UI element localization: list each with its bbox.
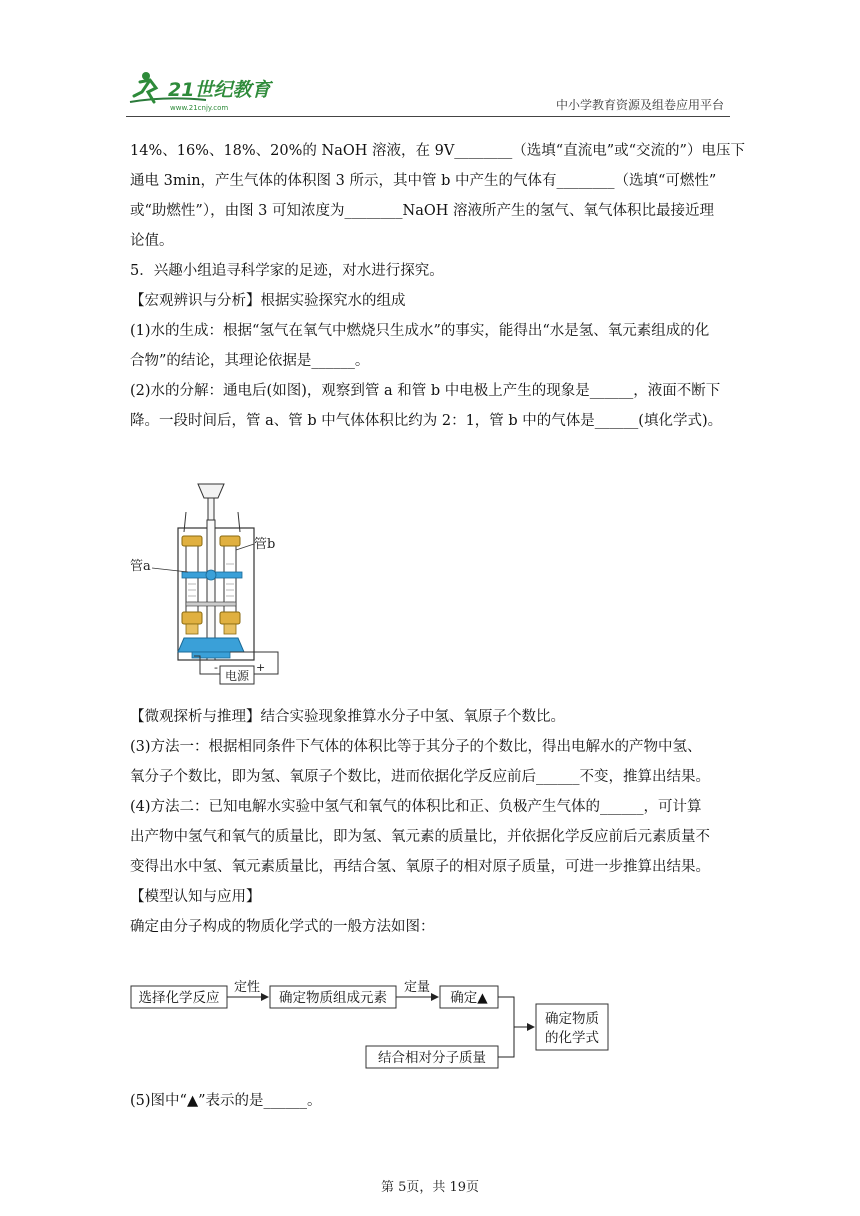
flow-box-relative-mass-text: 结合相对分子质量 <box>378 1050 486 1066</box>
paragraph-line: 降。一段时间后，管 a、管 b 中气体体积比约为 2：1，管 b 中的气体是______(填化学式)。 <box>130 413 723 429</box>
paragraph-line: (1)水的生成：根据“氢气在氧气中燃烧只生成水”的事实，能得出“水是氢、氧元素组成的化 <box>130 323 710 339</box>
logo-21cnjy <box>126 66 288 114</box>
flow-box-formula-line2: 的化学式 <box>545 1030 599 1046</box>
paragraph-line: 合物”的结论，其理论依据是______。 <box>130 353 370 369</box>
section-heading-macro: 【宏观辨识与分析】根据实验探究水的组成 <box>130 293 406 309</box>
plus-label: + <box>256 661 266 674</box>
flow-arrow-qualitative-label: 定性 <box>233 980 261 995</box>
flow-box-formula-line1: 确定物质 <box>545 1011 599 1027</box>
tube-a-label: 管a <box>130 559 151 574</box>
header-platform-text: 中小学教育资源及组卷应用平台 <box>555 98 724 112</box>
logo-text: 21世纪教育 <box>168 79 271 101</box>
logo-url: www.21cnjy.com <box>170 104 229 112</box>
section-heading-micro: 【微观探析与推理】结合实验现象推算水分子中氢、氧原子个数比。 <box>130 709 565 725</box>
paragraph-line: 出产物中氢气和氧气的质量比，即为氢、氧元素的质量比，并依据化学反应前后元素质量不 <box>130 829 710 845</box>
paragraph-line: 通电 3min，产生气体的体积图 3 所示，其中管 b 中产生的气体有________（选填“可燃性” <box>130 173 717 189</box>
flow-arrow-quantitative-label: 定量 <box>403 980 431 995</box>
paragraph-line: 确定由分子构成的物质化学式的一般方法如图： <box>130 919 435 935</box>
flow-box-determine-triangle-text: 确定▲ <box>450 990 488 1006</box>
section-heading-model: 【模型认知与应用】 <box>130 889 261 905</box>
question-5-part-5: (5)图中“▲”表示的是______。 <box>130 1093 322 1109</box>
tube-b-label: 管b <box>254 537 276 552</box>
text-body-2 <box>130 704 730 940</box>
power-supply-label: 电源 <box>224 669 250 683</box>
flow-box-select-reaction-text: 选择化学反应 <box>138 990 220 1006</box>
page-number: 第 5页，共 19页 <box>380 1180 480 1195</box>
question-5-title: 5．兴趣小组追寻科学家的足迹，对水进行探究。 <box>130 263 444 279</box>
electrolysis-apparatus-figure <box>130 480 290 692</box>
paragraph-line: 氧分子个数比，即为氢、氧原子个数比，进而依据化学反应前后______不变，推算出结果。 <box>130 769 710 785</box>
paragraph-line: 变得出水中氢、氧元素质量比，再结合氢、氧原子的相对原子质量，可进一步推算出结果。 <box>130 859 710 875</box>
formula-method-flowchart <box>130 976 620 1072</box>
paragraph-line: 或“助燃性”），由图 3 可知浓度为________NaOH 溶液所产生的氢气、氧气体积比最接近理 <box>130 203 714 219</box>
flow-box-elements-text: 确定物质组成元素 <box>279 990 387 1006</box>
flow-connector <box>498 997 514 1057</box>
paragraph-line: (4)方法二：已知电解水实验中氢气和氧气的体积比和正、负极产生气体的______，可计算 <box>130 799 702 815</box>
paragraph-line: (2)水的分解：通电后(如图)，观察到管 a 和管 b 中电极上产生的现象是______，液面不断下 <box>130 383 721 399</box>
paragraph-line: 14%、16%、18%、20%的 NaOH 溶液，在 9V________（选填“直流电”或“交流的”）电压下 <box>130 143 745 159</box>
paragraph-line: (3)方法一：根据相同条件下气体的体积比等于其分子的个数比，得出电解水的产物中氢、 <box>130 739 702 755</box>
header-divider <box>126 116 730 117</box>
text-body-1 <box>130 138 745 434</box>
paragraph-line: 论值。 <box>130 233 174 249</box>
minus-label: - <box>214 661 218 674</box>
